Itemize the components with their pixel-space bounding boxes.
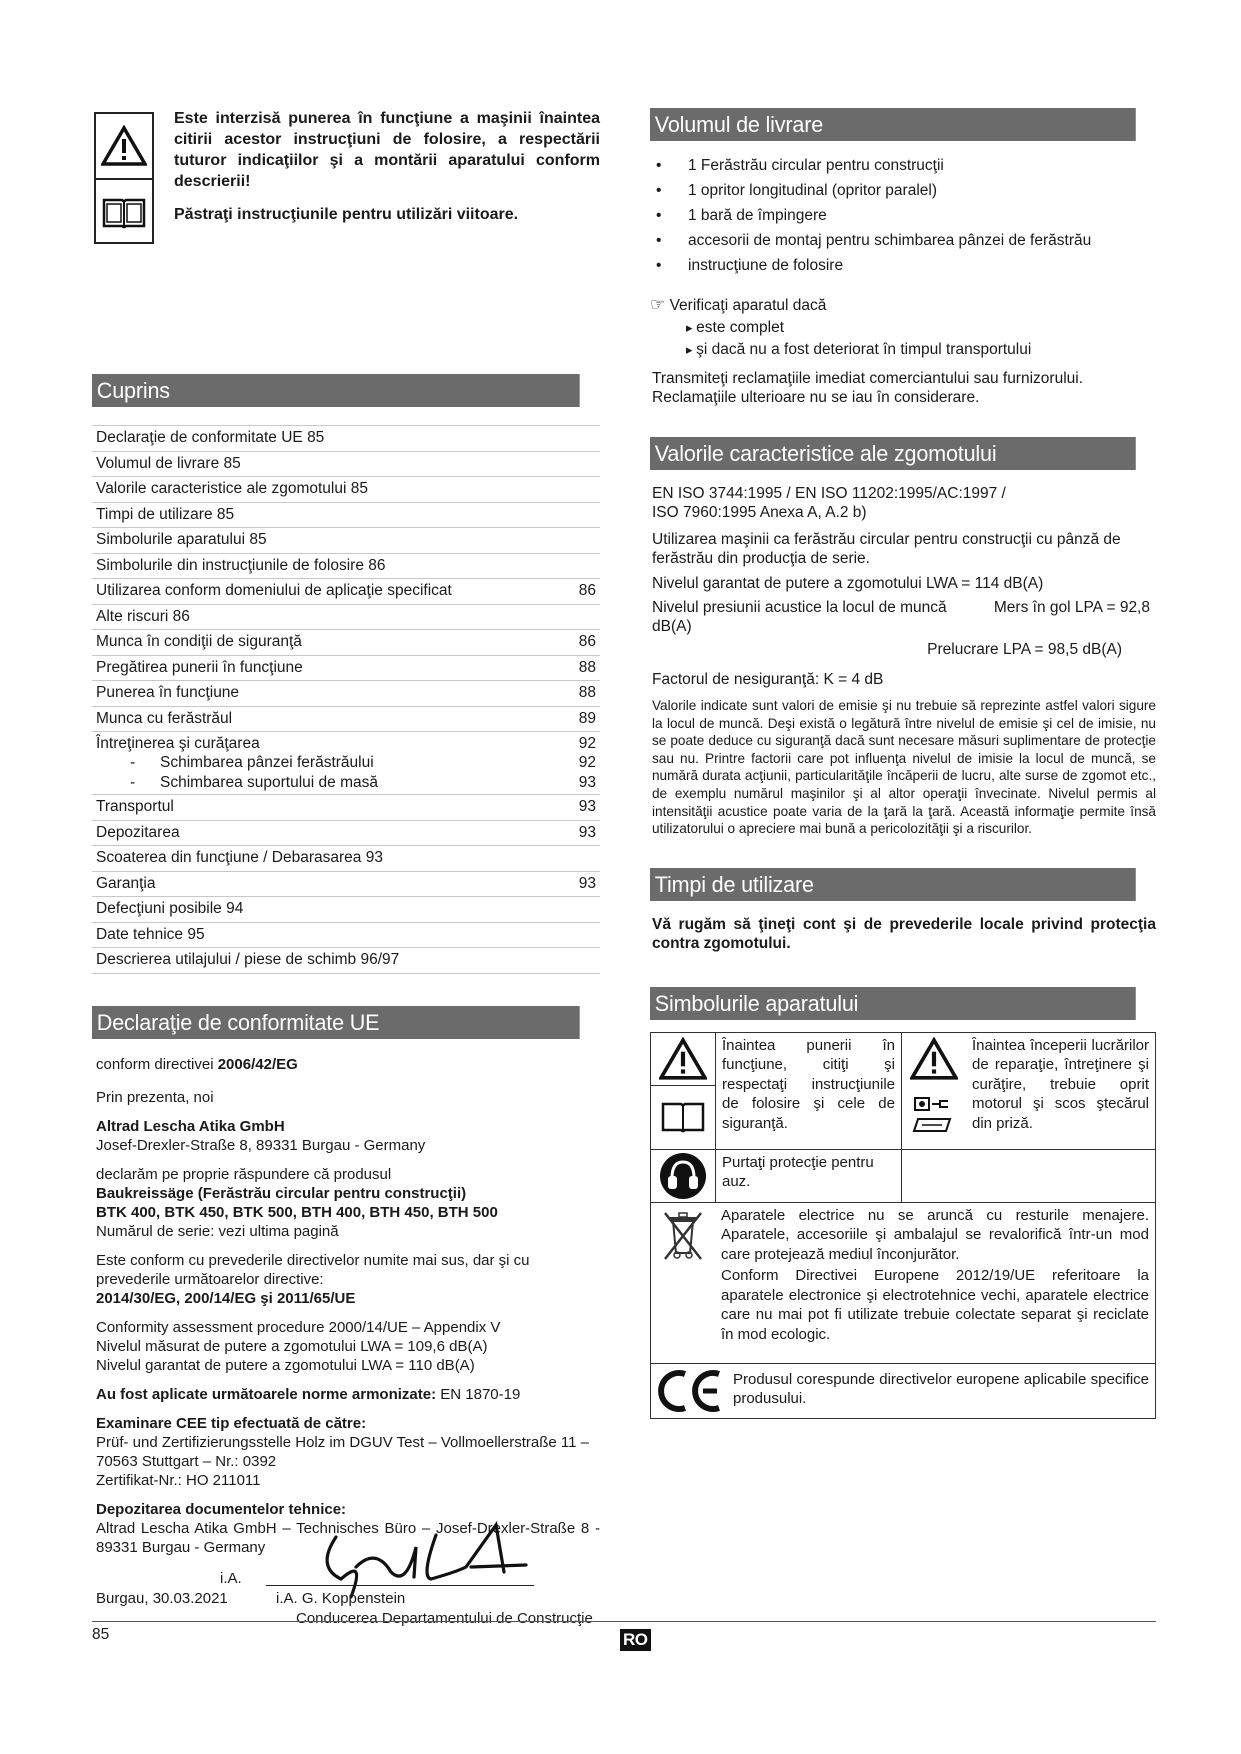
footer-rule <box>92 1621 1156 1622</box>
noise-lpa-block <box>650 598 1156 658</box>
noise-note: Valorile indicate sunt valori de emisie şi nu trebuie să reprezinte astfel valori sigure la locul de muncă. Deşi există o legătură între nivelul de emisie şi cel de imisie, nu se poate deduce cu siguranţă dacă sunt necesare măsuri suplimentare de protecţie sau nu. Printre factorii care pot influenţa nivelul de imisie la locul de muncă, se numără durata acţiunii, particularităţile încăperii de lucru, alte surse de zgomot etc., de exemplu numărul maşinilor şi al altor operaţii învecinate. Nivelul permis al intensităţii acustice poate varia de la ţară la ţară. Această informaţie permite însă utilizatorului o apreciere mai bună a pericolozităţii şi a riscurilor. <box>652 698 1156 837</box>
toc-row[interactable]: Alte riscuri 86 <box>92 605 600 631</box>
docs-label: Depozitarea documentelor tehnice: <box>96 1500 347 1518</box>
certificate-number: Zertifikat-Nr.: HO 211011 <box>96 1471 261 1489</box>
page-number: 85 <box>92 1626 110 1643</box>
symbols-section <box>650 987 1156 1419</box>
toc-row[interactable]: Valorile caracteristice ale zgomotului 85 <box>92 477 600 503</box>
symbol-text: Înaintea punerii în funcţiune, citiţi şi respectaţi instrucţiunile de folosire şi cele de siguranţă. <box>715 1033 901 1149</box>
check-item: ▸ şi dacă nu a fost deteriorat în timpul transportului <box>650 339 1156 361</box>
company-address: Josef-Drexler-Straße 8, 89331 Burgau - Germany <box>96 1136 426 1154</box>
keep-instructions-text: Păstraţi instrucţiunile pentru utilizări viitoare. <box>174 206 519 223</box>
exam-line: Prüf- und Zertifizierungsstelle Holz im DGUV Test – Vollmoellerstraße 11 – <box>96 1433 589 1451</box>
pointing-hand-icon: ☞ <box>650 295 666 314</box>
noise-lwa: Nivelul garantat de putere a zgomotului LWA = 114 dB(A) <box>652 575 1044 592</box>
assessment-procedure: Conformity assessment procedure 2000/14/UE – Appendix V <box>96 1318 501 1336</box>
noise-heading: Valorile caracteristice ale zgomotului <box>650 437 1136 470</box>
noise-usage: Utilizarea maşinii ca ferăstrău circular pentru construcţii cu pânză de ferăstrău din producţia de serie. <box>652 531 1121 567</box>
right-column <box>650 108 1156 1419</box>
toc-list <box>92 425 600 974</box>
warning-text: Este interzisă punerea în funcţiune a maşinii înaintea citirii acestor instrucţiuni de folosire, a respectării tuturor indicaţiilor şi a montării aparatului conform descrierii! <box>174 110 600 190</box>
symbol-text: Conform Directivei Europene 2012/19/UE referitoare la aparatele electronice şi electrotehnice vechi, aparatele electrice care nu mai pot fi utilizate trebuie colectate separat şi reciclate în mod ecologic. <box>721 1267 1149 1343</box>
conformity-text: Este conform cu prevederile directivelor numite mai sus, dar şi cu prevederile următoarelor directive: <box>96 1251 530 1288</box>
list-item: • instrucţiune de folosire <box>650 255 1156 280</box>
warning-block <box>92 108 600 258</box>
toc-row[interactable]: Garanţia 93 <box>92 872 600 898</box>
warning-triangle-icon <box>651 1033 715 1085</box>
manual-book-icon <box>651 1085 715 1146</box>
warning-triangle-icon <box>96 114 152 178</box>
exam-line: 70563 Stuttgart – Nr.: 0392 <box>96 1452 277 1470</box>
toc-row[interactable]: Simbolurile din instrucţiunile de folosire 86 <box>92 554 600 580</box>
declare-text: declarăm pe proprie răspundere că produsul <box>96 1165 392 1183</box>
warning-triangle-icon <box>902 1033 966 1085</box>
directive-line: conform directivei 2006/42/EG <box>96 1055 298 1073</box>
toc-row[interactable]: Punerea în funcţiune 88 <box>92 681 600 707</box>
toc-row[interactable]: Transportul 93 <box>92 795 600 821</box>
toc-row[interactable]: Descrierea utilajului / piese de schimb 96/97 <box>92 948 600 974</box>
guaranteed-noise: Nivelul garantat de putere a zgomotului LWA = 110 dB(A) <box>96 1356 475 1374</box>
signature-date: Burgau, 30.03.2021 <box>96 1589 228 1607</box>
language-badge: RO <box>620 1629 651 1651</box>
toc-row[interactable]: Date tehnice 95 <box>92 923 600 949</box>
noise-section <box>650 437 1156 838</box>
list-item: • 1 opritor longitudinal (opritor paralel) <box>650 180 1156 205</box>
toc-row[interactable]: Pregătirea punerii în funcţiune 88 <box>92 656 600 682</box>
toc-row[interactable]: Munca cu ferăstrăul 89 <box>92 707 600 733</box>
symbol-text: Înaintea începerii lucrărilor de reparaţie, întreţinere şi curăţire, trebuie oprit motorul şi scos ştecărul din priză. <box>972 1036 1149 1132</box>
docs-address: Altrad Lescha Atika GmbH – Technisches Büro – Josef-Drexler-Straße 8 - 89331 Burgau - Germany <box>96 1519 600 1556</box>
noise-norms: EN ISO 3744:1995 / EN ISO 11202:1995/AC:1997 / ISO 7960:1995 Anexa A, A.2 b) <box>652 485 1006 521</box>
usage-times-heading: Timpi de utilizare <box>650 868 1136 901</box>
toc-subrow[interactable]: - Schimbarea suportului de masă 93 <box>130 773 596 791</box>
claims-text: Transmiteţi reclamaţiile imediat comerciantului sau furnizorului. Reclamaţiile ulterioare nu se iau în considerare. <box>652 370 1084 406</box>
signature-ia: i.A. <box>220 1569 242 1587</box>
lpa-idle-unit: dB(A) <box>652 618 692 635</box>
company-name: Altrad Lescha Atika GmbH <box>96 1117 285 1135</box>
toc-row[interactable]: Depozitarea 93 <box>92 821 600 847</box>
symbol-text: Purtaţi protecţie pentru auz. <box>715 1150 901 1202</box>
product-models: BTK 400, BTK 450, BTK 500, BTH 400, BTH 450, BTH 500 <box>96 1203 498 1221</box>
symbols-table <box>650 1032 1156 1419</box>
signatory-role: Conducerea Departamentului de Construcţie <box>296 1609 593 1627</box>
toc-row[interactable]: Volumul de livrare 85 <box>92 452 600 478</box>
signature-line <box>266 1585 534 1586</box>
left-column <box>92 108 600 1649</box>
toc-subrow[interactable]: - Schimbarea pânzei ferăstrăului 92 <box>130 754 596 771</box>
check-item: ▸ este complet <box>650 317 1156 339</box>
directives-list: 2014/30/EG, 200/14/EG şi 2011/65/UE <box>96 1289 356 1307</box>
unplug-icon <box>902 1085 966 1145</box>
toc-row[interactable]: Declaraţie de conformitate UE 85 <box>92 426 600 452</box>
weee-bin-icon <box>651 1203 715 1363</box>
toc-row[interactable]: Simbolurile aparatului 85 <box>92 528 600 554</box>
list-item: • accesorii de montaj pentru schimbarea pânzei de ferăstrău <box>650 230 1156 255</box>
toc-row[interactable]: Utilizarea conform domeniului de aplicaţie specificat 86 <box>92 579 600 605</box>
symbol-text: Aparatele electrice nu se aruncă cu resturile menajere. Aparatele, accesoriile şi ambalajul se revalorifică într-un mod care protejează mediul înconjurător. <box>721 1206 1149 1263</box>
delivery-heading: Volumul de livrare <box>650 108 1136 141</box>
norms-line: Au fost aplicate următoarele norme armonizate: EN 1870-19 <box>96 1385 521 1403</box>
intro-text: Prin prezenta, noi <box>96 1088 214 1106</box>
measured-noise: Nivelul măsurat de putere a zgomotului LWA = 109,6 dB(A) <box>96 1337 488 1355</box>
exam-label: Examinare CEE tip efectuată de către: <box>96 1414 367 1432</box>
toc-maintenance-group <box>92 732 600 795</box>
manual-book-icon <box>96 178 152 244</box>
toc-row[interactable]: Timpi de utilizare 85 <box>92 503 600 529</box>
ce-mark-icon <box>651 1364 729 1418</box>
toc-row[interactable]: Scoaterea din funcţiune / Debarasarea 93 <box>92 846 600 872</box>
warning-icons <box>94 112 154 244</box>
declaration-section <box>92 1006 600 1649</box>
usage-times-section <box>650 868 1156 953</box>
symbols-heading: Simbolurile aparatului <box>650 987 1136 1020</box>
product-name: Baukreissäge (Ferăstrău circular pentru construcţii) <box>96 1184 467 1202</box>
toc-row[interactable]: Defecţiuni posibile 94 <box>92 897 600 923</box>
toc-heading: Cuprins <box>92 374 580 407</box>
declaration-heading: Declaraţie de conformitate UE <box>92 1006 580 1039</box>
list-item: • 1 bară de împingere <box>650 205 1156 230</box>
delivery-list <box>650 155 1156 280</box>
ear-protection-icon <box>651 1150 715 1202</box>
list-item: • 1 Ferăstrău circular pentru construcţii <box>650 155 1156 180</box>
noise-k-factor: Factorul de nesiguranţă: K = 4 dB <box>652 671 884 688</box>
check-text: Verificaţi aparatul dacă <box>669 297 827 314</box>
usage-times-text: Vă rugăm să ţineţi cont şi de prevederile locale privind protecţia contra zgomotului. <box>652 915 1156 952</box>
serial-number-text: Numărul de serie: vezi ultima pagină <box>96 1222 339 1240</box>
toc-section <box>92 374 600 974</box>
symbol-text: Produsul corespunde directivelor europene aplicabile specifice produsului. <box>733 1370 1149 1408</box>
lpa-work: Prelucrare LPA = 98,5 dB(A) <box>927 641 1122 658</box>
signatory-name: i.A. G. Koppenstein <box>276 1589 406 1607</box>
lpa-label: Nivelul presiunii acustice la locul de muncă <box>652 599 947 616</box>
signature-area <box>96 1569 600 1649</box>
check-block <box>650 294 1156 361</box>
toc-row[interactable]: Munca în condiţii de siguranţă 86 <box>92 630 600 656</box>
toc-row[interactable]: Întreţinerea şi curăţarea 92 <box>96 735 596 752</box>
lpa-idle: Mers în gol LPA = 92,8 <box>993 599 1150 616</box>
